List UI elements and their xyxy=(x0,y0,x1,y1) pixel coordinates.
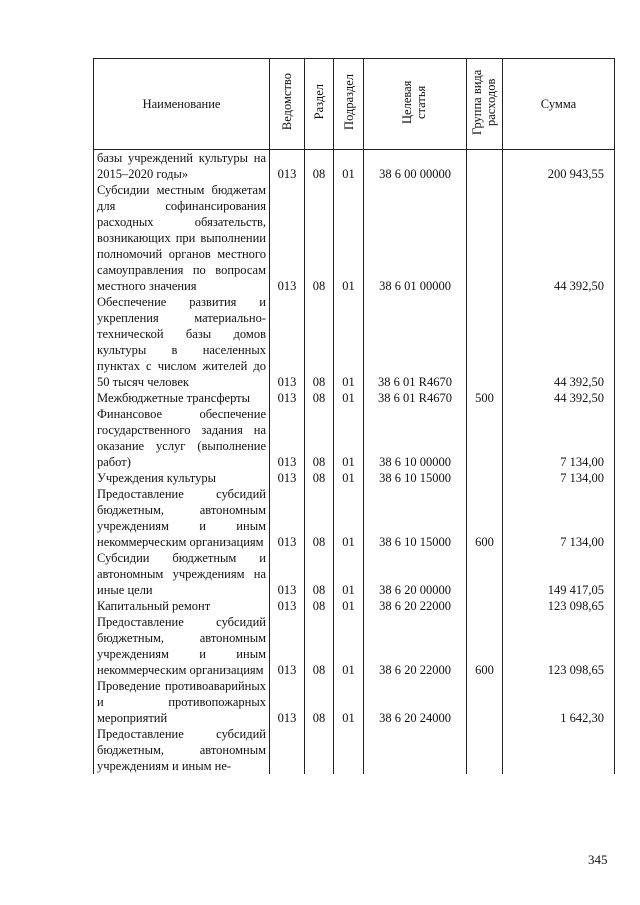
cell-expense-group: 600 xyxy=(467,486,503,550)
cell-section: 08 xyxy=(305,182,334,294)
table-row xyxy=(94,182,615,294)
cell-name: Капитальный ремонт xyxy=(94,598,270,614)
cell-amount: 44 392,50 xyxy=(503,182,615,294)
table-row xyxy=(94,598,615,614)
cell-name: Учреждения культуры xyxy=(94,470,270,486)
cell-expense-group: 500 xyxy=(467,390,503,406)
cell-expense-group xyxy=(467,470,503,486)
cell-amount xyxy=(503,726,615,774)
cell-target-article: 38 6 10 15000 xyxy=(364,470,467,486)
cell-expense-group xyxy=(467,550,503,598)
cell-expense-group xyxy=(467,726,503,774)
cell-subsection: 01 xyxy=(334,390,364,406)
cell-amount: 123 098,65 xyxy=(503,598,615,614)
cell-amount: 200 943,55 xyxy=(503,150,615,183)
cell-department: 013 xyxy=(270,182,305,294)
cell-name: Обеспечение развития и укрепления материально-технической базы домов культуры в населенных пунктах с числом жителей до 50 тысяч человек xyxy=(94,294,270,390)
cell-name: Предоставление субсидий бюджетным, автономным учреждениям и иным некоммерческим организациям xyxy=(94,486,270,550)
cell-target-article: 38 6 20 22000 xyxy=(364,598,467,614)
cell-expense-group xyxy=(467,406,503,470)
cell-amount: 7 134,00 xyxy=(503,470,615,486)
table-row xyxy=(94,486,615,550)
table-row xyxy=(94,678,615,726)
page-number: 345 xyxy=(588,852,608,867)
header-section: Раздел xyxy=(305,59,334,150)
cell-section: 08 xyxy=(305,614,334,678)
cell-department: 013 xyxy=(270,614,305,678)
table-body xyxy=(94,150,615,775)
cell-section: 08 xyxy=(305,406,334,470)
cell-name: Субсидии бюджетным и автономным учреждениям на иные цели xyxy=(94,550,270,598)
header-name: Наименование xyxy=(94,59,270,150)
cell-name: Субсидии местным бюджетам для софинансирования расходных обязательств, возникающих при выполнении полномочий органов местного самоуправления по вопросам местного значения xyxy=(94,182,270,294)
cell-expense-group xyxy=(467,150,503,183)
cell-name: Предоставление субсидий бюджетным, автономным учреждениям и иным не- xyxy=(94,726,270,774)
cell-target-article: 38 6 10 00000 xyxy=(364,406,467,470)
cell-target-article: 38 6 20 00000 xyxy=(364,550,467,598)
table-row xyxy=(94,390,615,406)
cell-section: 08 xyxy=(305,598,334,614)
cell-section: 08 xyxy=(305,150,334,183)
cell-subsection: 01 xyxy=(334,406,364,470)
header-amount: Сумма xyxy=(503,59,615,150)
cell-department: 013 xyxy=(270,550,305,598)
cell-section: 08 xyxy=(305,470,334,486)
table-row xyxy=(94,294,615,390)
cell-subsection: 01 xyxy=(334,182,364,294)
cell-target-article: 38 6 01 R4670 xyxy=(364,294,467,390)
header-department: Ведомство xyxy=(270,59,305,150)
cell-target-article: 38 6 10 15000 xyxy=(364,486,467,550)
cell-amount: 149 417,05 xyxy=(503,550,615,598)
cell-subsection: 01 xyxy=(334,150,364,183)
header-subsection: Подраздел xyxy=(334,59,364,150)
cell-department: 013 xyxy=(270,294,305,390)
cell-expense-group xyxy=(467,294,503,390)
cell-subsection: 01 xyxy=(334,614,364,678)
cell-subsection: 01 xyxy=(334,486,364,550)
cell-expense-group xyxy=(467,182,503,294)
cell-target-article: 38 6 01 00000 xyxy=(364,182,467,294)
header-expense-group: Группа вида расходов xyxy=(467,59,503,150)
cell-name: Финансовое обеспечение государственного задания на оказание услуг (выполнение работ) xyxy=(94,406,270,470)
cell-target-article: 38 6 20 24000 xyxy=(364,678,467,726)
table-row xyxy=(94,470,615,486)
table-row xyxy=(94,614,615,678)
cell-section: 08 xyxy=(305,678,334,726)
cell-subsection: 01 xyxy=(334,550,364,598)
cell-department: 013 xyxy=(270,470,305,486)
cell-name: Предоставление субсидий бюджетным, автономным учреждениям и иным некоммерческим организациям xyxy=(94,614,270,678)
cell-expense-group xyxy=(467,598,503,614)
cell-subsection xyxy=(334,726,364,774)
cell-target-article: 38 6 20 22000 xyxy=(364,614,467,678)
cell-section: 08 xyxy=(305,486,334,550)
cell-department xyxy=(270,726,305,774)
cell-department: 013 xyxy=(270,406,305,470)
cell-department: 013 xyxy=(270,150,305,183)
cell-target-article xyxy=(364,726,467,774)
cell-target-article: 38 6 00 00000 xyxy=(364,150,467,183)
cell-section: 08 xyxy=(305,390,334,406)
cell-section: 08 xyxy=(305,294,334,390)
header-target-article: Целевая статья xyxy=(364,59,467,150)
cell-amount: 44 392,50 xyxy=(503,294,615,390)
cell-subsection: 01 xyxy=(334,470,364,486)
cell-section xyxy=(305,726,334,774)
cell-expense-group: 600 xyxy=(467,614,503,678)
cell-amount: 1 642,30 xyxy=(503,678,615,726)
cell-amount: 7 134,00 xyxy=(503,486,615,550)
cell-department: 013 xyxy=(270,678,305,726)
cell-department: 013 xyxy=(270,598,305,614)
cell-expense-group xyxy=(467,678,503,726)
cell-subsection: 01 xyxy=(334,294,364,390)
cell-target-article: 38 6 01 R4670 xyxy=(364,390,467,406)
cell-name: Проведение противоаварийных и противопожарных мероприятий xyxy=(94,678,270,726)
cell-section: 08 xyxy=(305,550,334,598)
cell-subsection: 01 xyxy=(334,598,364,614)
cell-name: Межбюджетные трансферты xyxy=(94,390,270,406)
cell-amount: 123 098,65 xyxy=(503,614,615,678)
cell-subsection: 01 xyxy=(334,678,364,726)
cell-department: 013 xyxy=(270,390,305,406)
table-header-row xyxy=(94,59,615,150)
table-row xyxy=(94,726,615,774)
cell-name: базы учреждений культуры на 2015–2020 годы» xyxy=(94,150,270,183)
cell-amount: 44 392,50 xyxy=(503,390,615,406)
budget-table xyxy=(93,58,615,774)
table-row xyxy=(94,150,615,183)
cell-department: 013 xyxy=(270,486,305,550)
table-row xyxy=(94,550,615,598)
cell-amount: 7 134,00 xyxy=(503,406,615,470)
table-row xyxy=(94,406,615,470)
